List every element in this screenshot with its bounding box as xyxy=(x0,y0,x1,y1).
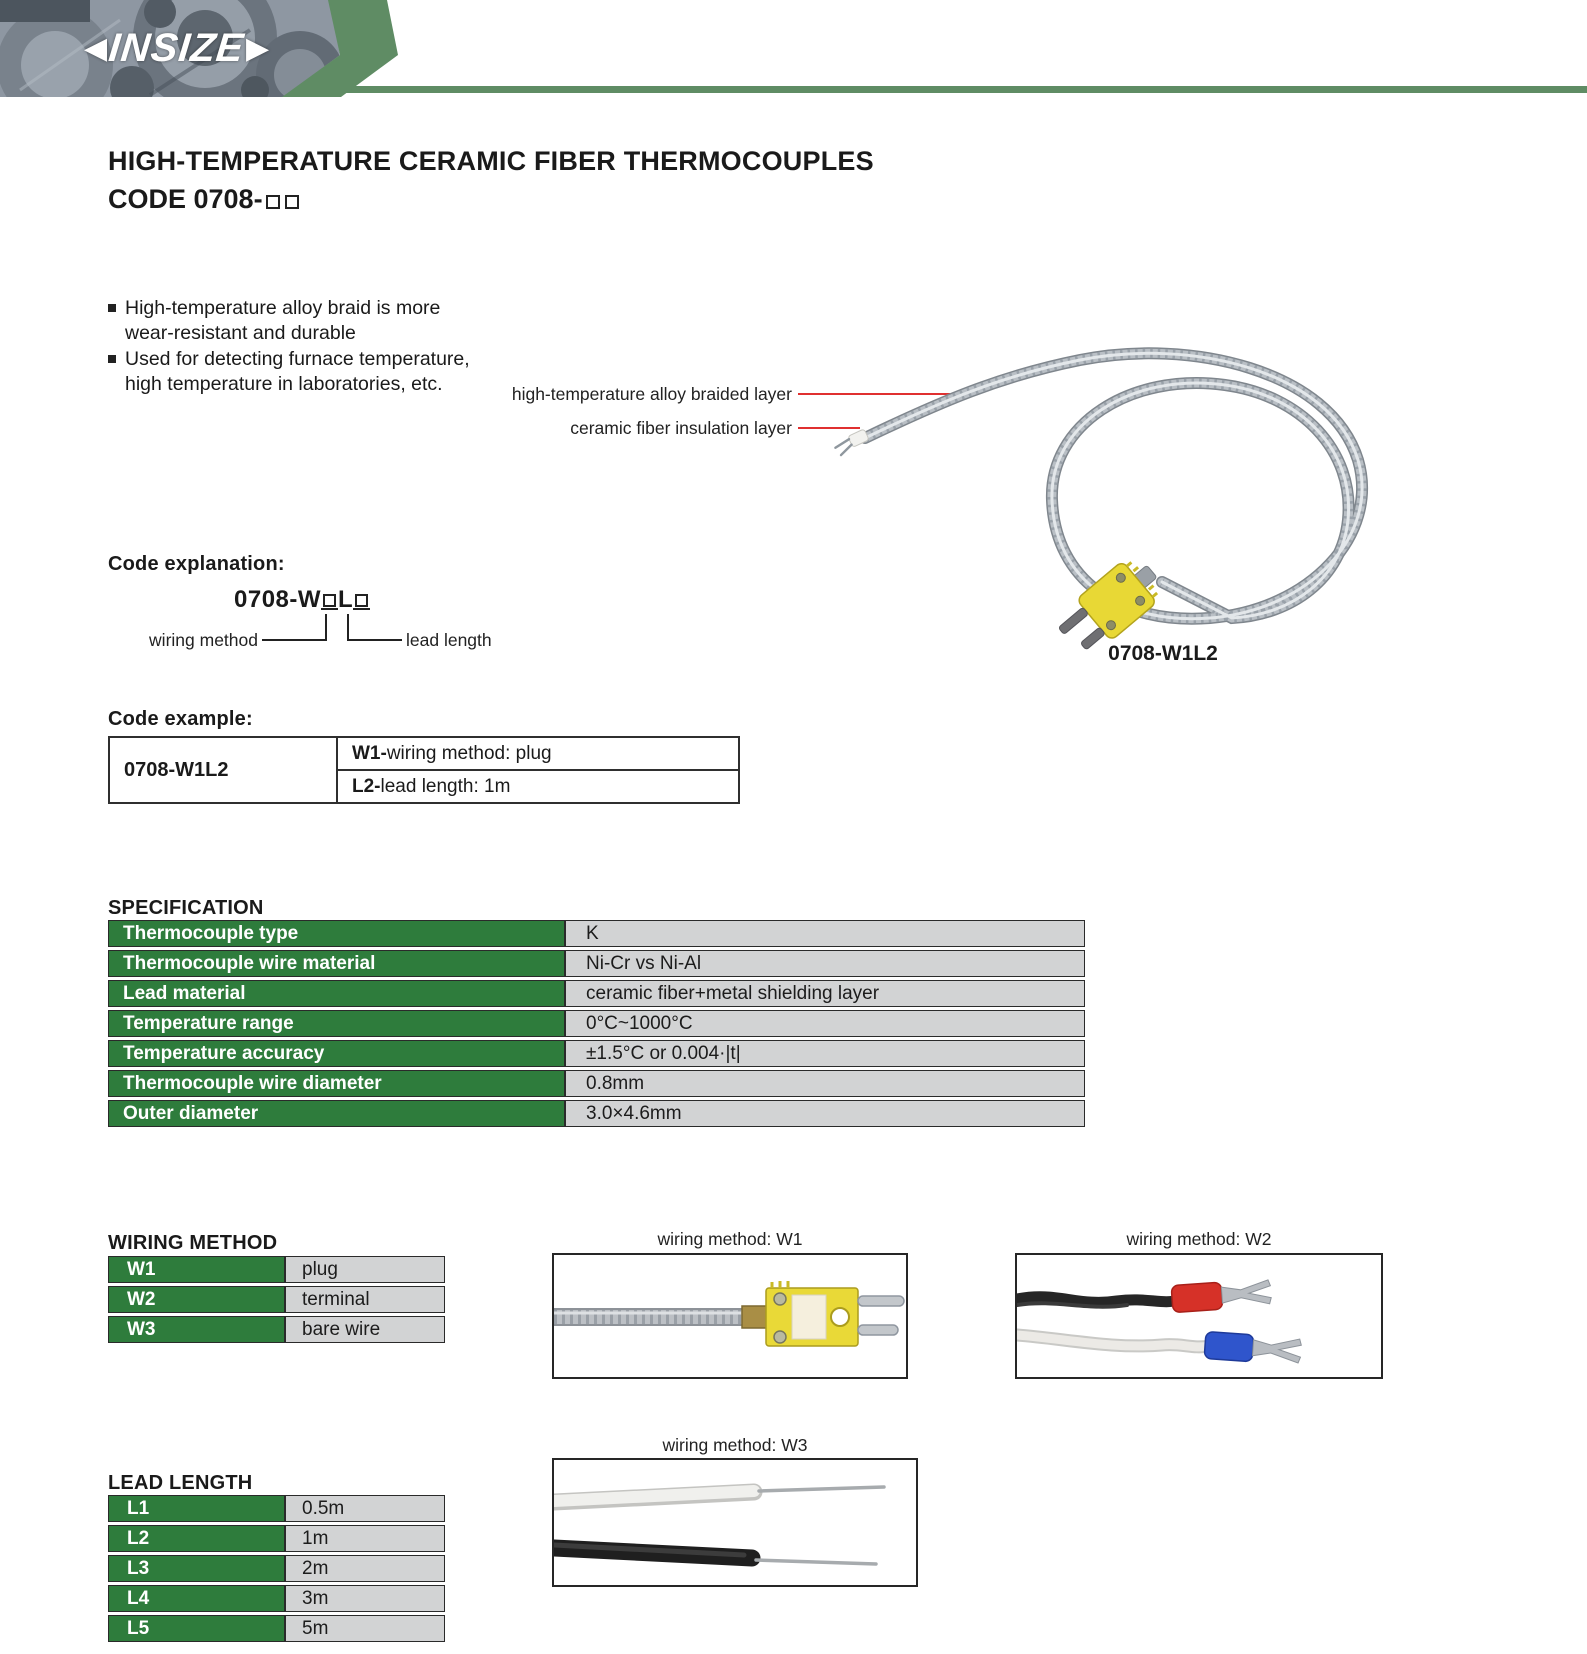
spec-label: Lead material xyxy=(108,980,565,1007)
feature-text: High-temperature alloy braid is more wear-resistant and durable xyxy=(125,297,441,344)
logo-text: INSIZE xyxy=(106,26,247,70)
code-pattern-prefix: 0708-W xyxy=(234,586,322,613)
lead-value: 3m xyxy=(285,1585,445,1612)
lead-length-label: lead length xyxy=(406,630,492,650)
lead-value: 5m xyxy=(285,1615,445,1642)
lead-value: 2m xyxy=(285,1555,445,1582)
logo-arrow-right-icon: ▶ xyxy=(245,31,270,65)
lead-code: L4 xyxy=(108,1585,285,1612)
wiring-w2-caption: wiring method: W2 xyxy=(1126,1229,1272,1249)
wiring-w3-image xyxy=(552,1458,918,1587)
wiring-method-heading: WIRING METHOD xyxy=(108,1232,278,1254)
wiring-code: W1 xyxy=(108,1256,285,1283)
lead-placeholder-box xyxy=(353,594,370,610)
table-row xyxy=(108,1010,1085,1037)
lead-code: L2 xyxy=(108,1525,285,1552)
logo-arrow-left-icon: ◀ xyxy=(84,31,108,65)
wiring-code: W2 xyxy=(108,1286,285,1313)
feature-text: Used for detecting furnace temperature, high temperature in laboratories, etc. xyxy=(125,348,470,395)
spec-label: Temperature accuracy xyxy=(108,1040,565,1067)
table-row xyxy=(108,920,1085,947)
ceramic-tip xyxy=(833,429,870,456)
example-desc-text: wiring method: plug xyxy=(386,742,552,764)
table-row xyxy=(108,1100,1085,1127)
table-row xyxy=(108,1495,445,1522)
table-row xyxy=(108,980,1085,1007)
wiring-code: W3 xyxy=(108,1316,285,1343)
lead-value: 1m xyxy=(285,1525,445,1552)
lead-length-heading: LEAD LENGTH xyxy=(108,1472,253,1494)
table-row xyxy=(108,1585,445,1612)
spec-label: Thermocouple wire material xyxy=(108,950,565,977)
example-desc-cell xyxy=(337,770,739,803)
header-banner xyxy=(0,0,1587,100)
wiring-placeholder-box xyxy=(321,594,338,610)
spec-label: Thermocouple wire diameter xyxy=(108,1070,565,1097)
code-placeholder-box xyxy=(266,195,280,209)
example-bold-prefix: L2- xyxy=(352,775,381,797)
spec-value: ceramic fiber+metal shielding layer xyxy=(565,980,1085,1007)
spec-label: Temperature range xyxy=(108,1010,565,1037)
callout-label-insulation-layer: ceramic fiber insulation layer xyxy=(570,418,792,438)
wiring-method-table xyxy=(108,1253,445,1346)
table-row xyxy=(108,1070,1085,1097)
feature-item xyxy=(108,347,480,397)
table-row xyxy=(108,1316,445,1343)
lead-value: 0.5m xyxy=(285,1495,445,1522)
code-example-heading: Code example: xyxy=(108,708,253,730)
spec-value: 0.8mm xyxy=(565,1070,1085,1097)
lead-code: L3 xyxy=(108,1555,285,1582)
wiring-w3-caption: wiring method: W3 xyxy=(662,1435,808,1455)
product-code-title xyxy=(108,184,301,215)
example-bold-prefix: W1- xyxy=(352,742,387,764)
example-code-cell: 0708-W1L2 xyxy=(109,737,337,803)
wiring-w2-image xyxy=(1015,1253,1383,1379)
wiring-w1-image xyxy=(552,1253,908,1379)
code-placeholder-box xyxy=(285,195,299,209)
table-row xyxy=(108,1040,1085,1067)
wiring-w1-caption: wiring method: W1 xyxy=(657,1229,803,1249)
feature-item xyxy=(108,296,480,346)
code-explanation-heading: Code explanation: xyxy=(108,553,285,575)
page-title: HIGH-TEMPERATURE CERAMIC FIBER THERMOCOUPLES xyxy=(108,146,874,176)
table-row xyxy=(108,1286,445,1313)
table-row xyxy=(109,737,739,770)
code-pattern-mid: L xyxy=(338,586,354,613)
wiring-method-label: wiring method xyxy=(149,630,258,650)
wiring-value: bare wire xyxy=(285,1316,445,1343)
feature-list xyxy=(108,296,480,398)
table-row xyxy=(108,950,1085,977)
bullet-square-icon xyxy=(108,355,116,363)
lead-length-table xyxy=(108,1492,445,1645)
specification-heading: SPECIFICATION xyxy=(108,897,264,919)
spec-label: Thermocouple type xyxy=(108,920,565,947)
lead-code: L5 xyxy=(108,1615,285,1642)
wiring-value: plug xyxy=(285,1256,445,1283)
product-photo-caption: 0708-W1L2 xyxy=(1108,642,1218,665)
product-photo-thermocouple xyxy=(830,330,1410,670)
spec-value: K xyxy=(565,920,1085,947)
example-desc-text: lead length: 1m xyxy=(380,775,511,797)
spec-value: 0°C~1000°C xyxy=(565,1010,1085,1037)
table-row xyxy=(108,1525,445,1552)
callout-label-braided-layer: high-temperature alloy braided layer xyxy=(511,384,792,404)
spec-value: 3.0×4.6mm xyxy=(565,1100,1085,1127)
example-desc-cell xyxy=(337,737,739,770)
spec-value: ±1.5°C or 0.004·|t| xyxy=(565,1040,1085,1067)
code-example-table xyxy=(108,736,740,804)
lead-code: L1 xyxy=(108,1495,285,1522)
spec-value: Ni-Cr vs Ni-Al xyxy=(565,950,1085,977)
insize-logo xyxy=(84,26,269,71)
specification-table xyxy=(108,917,1085,1130)
table-row xyxy=(108,1256,445,1283)
product-code-prefix: CODE 0708- xyxy=(108,184,263,214)
wiring-value: terminal xyxy=(285,1286,445,1313)
table-row xyxy=(108,1555,445,1582)
spec-label: Outer diameter xyxy=(108,1100,565,1127)
bullet-square-icon xyxy=(108,304,116,312)
table-row xyxy=(108,1615,445,1642)
